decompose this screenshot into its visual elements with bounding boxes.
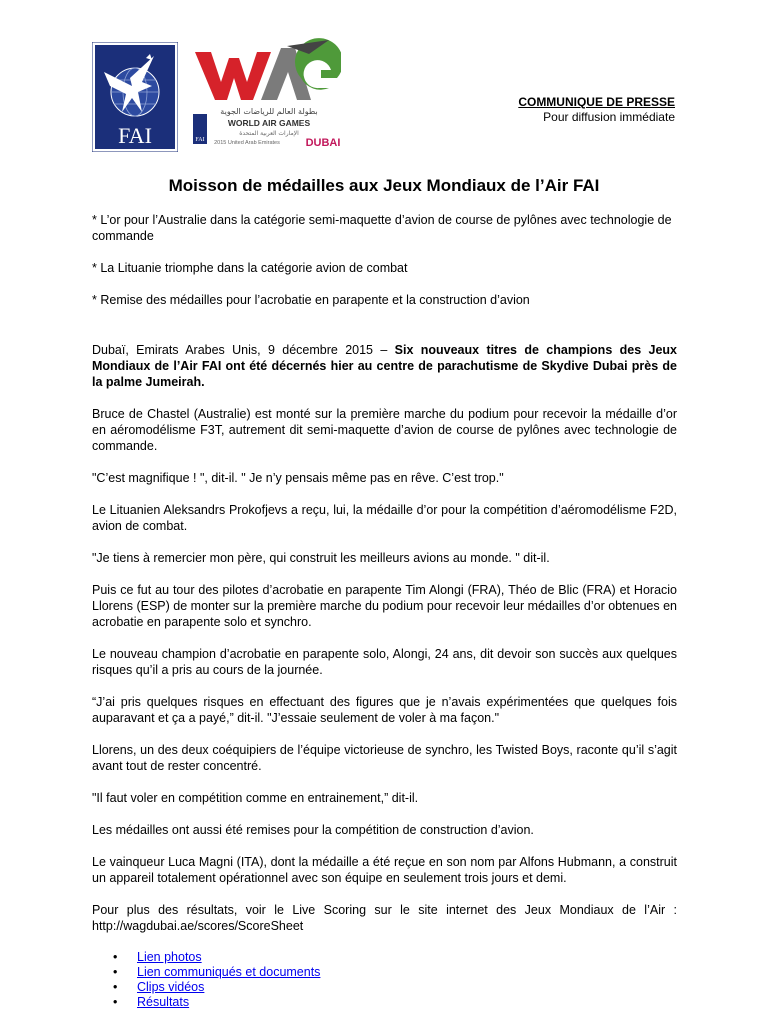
fai-logo-text: FAI	[118, 123, 152, 148]
link-video-clips[interactable]: Clips vidéos	[137, 980, 205, 994]
fai-logo	[92, 42, 178, 152]
list-item	[137, 950, 677, 965]
body-paragraph: "Je tiens à remercier mon père, qui construit les meilleurs avions au monde. " dit-il.	[92, 551, 550, 565]
highlight-bullet: * La Lituanie triomphe dans la catégorie avion de combat	[92, 261, 408, 275]
body-paragraph: Le nouveau champion d’acrobatie en parapente solo, Alongi, 24 ans, dit devoir son succès aux quelques risques qu’il a pris au cours de la journée.	[92, 647, 677, 677]
lead-bold-text: Six nouveaux titres de champions des Jeux Mondiaux de l’Air FAI ont été décernés hier au centre de parachutisme de Skydive Dubai près de la palme Jumeirah.	[92, 343, 677, 389]
list-item	[137, 965, 677, 980]
dateline: Dubaï, Emirats Arabes Unis, 9 décembre 2015 –	[92, 343, 395, 357]
body-paragraph: "C’est magnifique ! ", dit-il. " Je n’y pensais même pas en rêve. C’est trop."	[92, 471, 504, 485]
wag-name: WORLD AIR GAMES	[227, 118, 311, 128]
highlight-bullet: * Remise des médailles pour l’acrobatie en parapente et la construction d’avion	[92, 293, 530, 307]
body-paragraph: Les médailles ont aussi été remises pour la compétition de construction d’avion.	[92, 823, 534, 837]
press-release-header	[518, 95, 675, 125]
highlight-bullet: * L’or pour l’Australie dans la catégorie semi-maquette d’avion de course de pylônes avec technologie de commande	[92, 213, 672, 243]
link-press-documents[interactable]: Lien communiqués et documents	[137, 965, 321, 979]
press-heading: COMMUNIQUE DE PRESSE	[518, 95, 675, 109]
world-air-games-logo	[191, 38, 341, 150]
body-paragraph: Le Lituanien Aleksandrs Prokofjevs a reçu, lui, la médaille d’or pour la compétition d’aéromodélisme F2D, avion de combat.	[92, 503, 677, 533]
wag-arabic-name: بطولة العالم للرياضات الجوية	[220, 107, 318, 116]
article-body	[92, 212, 677, 1010]
list-item	[137, 980, 677, 995]
body-paragraph: Puis ce fut au tour des pilotes d’acrobatie en parapente Tim Alongi (FRA), Théo de Blic (FRA) et Horacio Llorens (ESP) de monter sur la première marche du podium pour recevoir leur médailles d’or obtenues en acrobatie en parapente solo et synchro.	[92, 583, 678, 629]
wag-fai-mark: FAI	[195, 137, 205, 143]
press-subheading: Pour diffusion immédiate	[543, 110, 675, 124]
link-results[interactable]: Résultats	[137, 995, 190, 1009]
results-paragraph: Pour plus des résultats, voir le Live Scoring sur le site internet des Jeux Mondiaux de l’Air : http://wagdubai.ae/scores/ScoreSheet	[92, 903, 677, 933]
list-item	[137, 995, 677, 1010]
wag-year-country: 2015 United Arab Emirates	[214, 140, 280, 146]
body-paragraph: “J’ai pris quelques risques en effectuant des figures que je n’avais expérimentées que quelques fois auparavant et ça a payé,” dit-il. "J’essaie seulement de voler à ma façon."	[92, 695, 677, 725]
page-title: Moisson de médailles aux Jeux Mondiaux de l’Air FAI	[168, 176, 600, 195]
body-paragraph: "Il faut voler en compétition comme en entrainement,” dit-il.	[92, 791, 419, 805]
body-paragraph: Llorens, un des deux coéquipiers de l’équipe victorieuse de synchro, les Twisted Boys, raconte qu’il s’agit avant tout de rester concentré.	[92, 743, 677, 773]
lead-paragraph	[92, 342, 677, 390]
wag-dubai-logo: DUBAI	[305, 137, 341, 149]
wag-arabic-country: الإمارات العربية المتحدة	[239, 130, 299, 137]
body-paragraph: Le vainqueur Luca Magni (ITA), dont la médaille a été reçue en son nom par Alfons Hubmann, a construit un appareil totalement opérationnel avec son équipe en seulement trois jours et demi.	[92, 855, 677, 885]
links-list	[92, 950, 677, 1010]
link-photos[interactable]: Lien photos	[137, 950, 202, 964]
body-paragraph: Bruce de Chastel (Australie) est monté sur la première marche du podium pour recevoir la médaille d’or en aéromodélisme F3T, autrement dit semi-maquette d’avion de course de pylônes avec technologie de commande.	[92, 407, 677, 453]
